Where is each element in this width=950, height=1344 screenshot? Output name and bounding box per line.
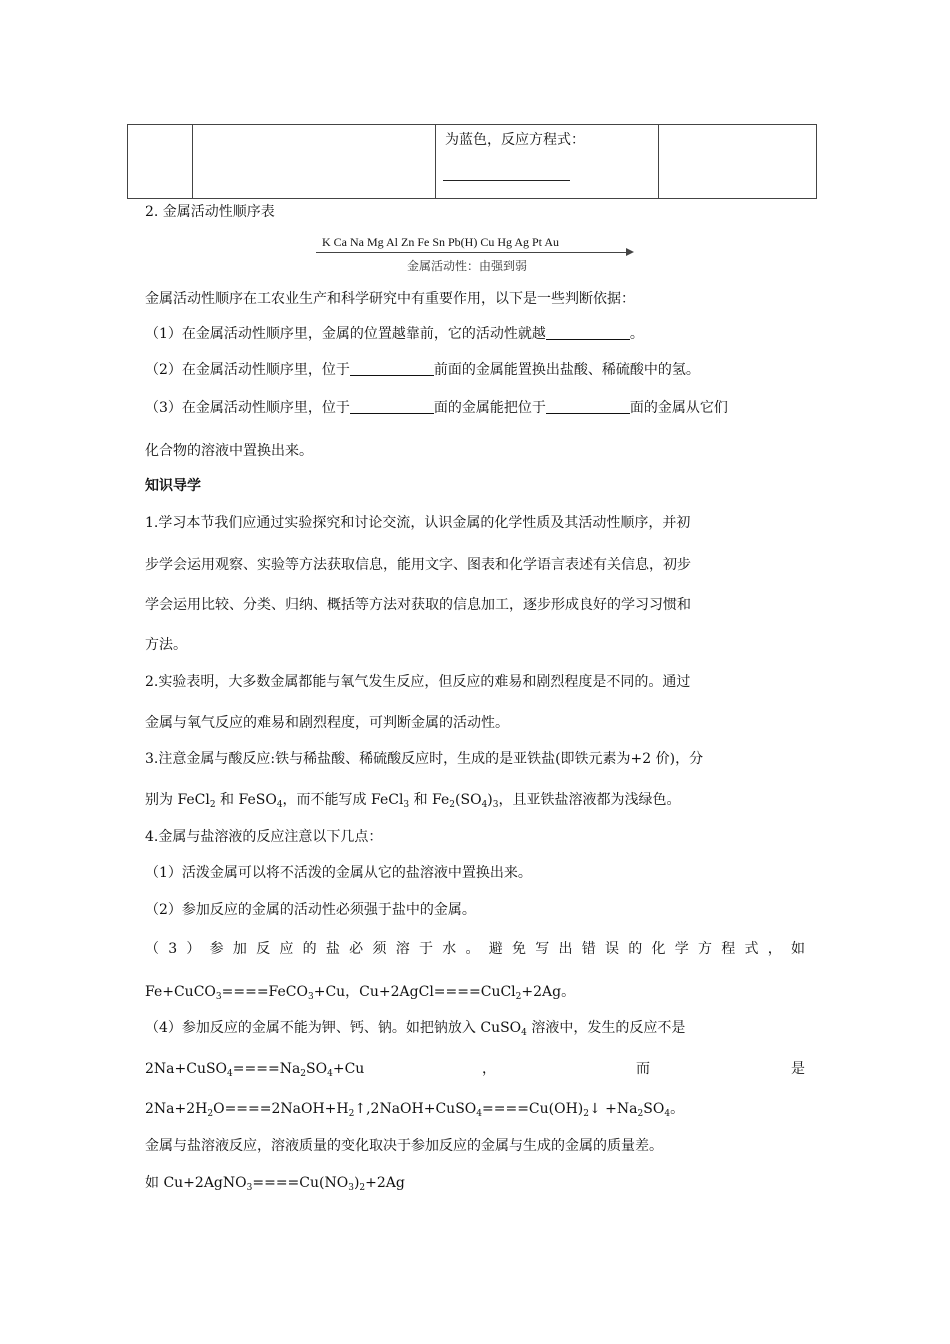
section-heading: 知识导学 bbox=[145, 478, 201, 494]
rule-2: （2）在金属活动性顺序里，位于 前面的金属能置换出盐酸、稀硫酸中的氢。 bbox=[145, 362, 700, 378]
paragraph-2-line-1: 2.实验表明，大多数金属都能与氧气发生反应，但反应的难易和剧烈程度是不同的。通过 bbox=[145, 674, 691, 690]
paragraph-1-line-4: 方法。 bbox=[145, 637, 187, 653]
answer-blank bbox=[350, 399, 434, 414]
experiment-table-fragment bbox=[127, 124, 817, 199]
paragraph-1-line-1: 1.学习本节我们应通过实验探究和讨论交流，认识金属的化学性质及其活动性顺序，并初 bbox=[145, 515, 691, 531]
rule-3-cont: 化合物的溶液中置换出来。 bbox=[145, 443, 313, 459]
point-1: （1）活泼金属可以将不活泼的金属从它的盐溶液中置换出来。 bbox=[145, 865, 532, 881]
arrow-label: 金属活动性：由强到弱 bbox=[407, 259, 528, 273]
answer-blank bbox=[443, 180, 570, 181]
table-cell-text: 为蓝色，反应方程式： bbox=[445, 132, 585, 148]
answer-blank bbox=[350, 361, 434, 376]
arrow-line bbox=[316, 252, 628, 253]
table-cell bbox=[436, 125, 659, 199]
point-4: （4）参加反应的金属不能为钾、钙、钠。如把钠放入 CuSO$_4$ 溶液中，发生的反应不是 bbox=[145, 1020, 686, 1038]
point-3: （3）参加反应的盐必须溶于水。避免写出错误的化学方程式，如 bbox=[145, 941, 805, 957]
paragraph: 金属活动性顺序在工农业生产和科学研究中有重要作用，以下是一些判断依据： bbox=[145, 291, 635, 307]
point-2: （2）参加反应的金属的活动性必须强于盐中的金属。 bbox=[145, 902, 476, 918]
section-title: 2. 金属活动性顺序表 bbox=[145, 204, 275, 220]
table-cell bbox=[659, 125, 817, 199]
correct-equation: $2Na+2H_2O====2NaOH+H_2↑,2NaOH+CuSO_4====Cu(OH)_2↓ +Na_2SO_4$。 bbox=[145, 1101, 685, 1119]
point-3-equations: Fe+CuCO$_3$====FeCO$_3$+Cu，Cu+2AgCl====CuCl$_2$+2Ag。 bbox=[145, 984, 576, 1002]
rule-1: （1）在金属活动性顺序里，金属的位置越靠前，它的活动性就越 。 bbox=[145, 326, 644, 342]
wrong-equation: $2Na+CuSO_4====Na_2SO_4+Cu$ bbox=[145, 1061, 365, 1079]
paragraph-3-line-2: 别为 FeCl$_2$ 和 FeSO$_4$，而不能写成 FeCl$_3$ 和 $Fe_2(SO_4)_3$，且亚铁盐溶液都为浅绿色。 bbox=[145, 792, 681, 810]
table-cell bbox=[128, 125, 193, 199]
example-equation: 如 $Cu+2AgNO_3====Cu(NO_3)_2+2Ag$ bbox=[145, 1175, 405, 1193]
arrow-head-icon bbox=[626, 248, 634, 256]
paragraph-4: 4.金属与盐溶液的反应注意以下几点： bbox=[145, 829, 383, 845]
paragraph-3-line-1: 3.注意金属与酸反应:铁与稀盐酸、稀硫酸反应时，生成的是亚铁盐(即铁元素为+2 价)，分 bbox=[145, 751, 704, 767]
paragraph-1-line-2: 步学会运用观察、实验等方法获取信息，能用文字、图表和化学语言表述有关信息，初步 bbox=[145, 557, 691, 573]
table-cell bbox=[193, 125, 436, 199]
paragraph-1-line-3: 学会运用比较、分类、归纳、概括等方法对获取的信息加工，逐步形成良好的学习习惯和 bbox=[145, 597, 691, 613]
answer-blank bbox=[546, 399, 630, 414]
rule-3: （3）在金属活动性顺序里，位于 面的金属能把位于 面的金属从它们 bbox=[145, 400, 728, 416]
paragraph-2-line-2: 金属与氧气反应的难易和剧烈程度，可判断金属的活动性。 bbox=[145, 715, 509, 731]
paragraph-5: 金属与盐溶液反应，溶液质量的变化取决于参加反应的金属与生成的金属的质量差。 bbox=[145, 1138, 663, 1154]
activity-series: K Ca Na Mg Al Zn Fe Sn Pb(H) Cu Hg Ag Pt Au bbox=[322, 235, 560, 249]
answer-blank bbox=[546, 325, 630, 340]
wrong-equation-line: $2Na+CuSO_4====Na_2SO_4+Cu$ ， 而 是 bbox=[145, 1061, 805, 1079]
